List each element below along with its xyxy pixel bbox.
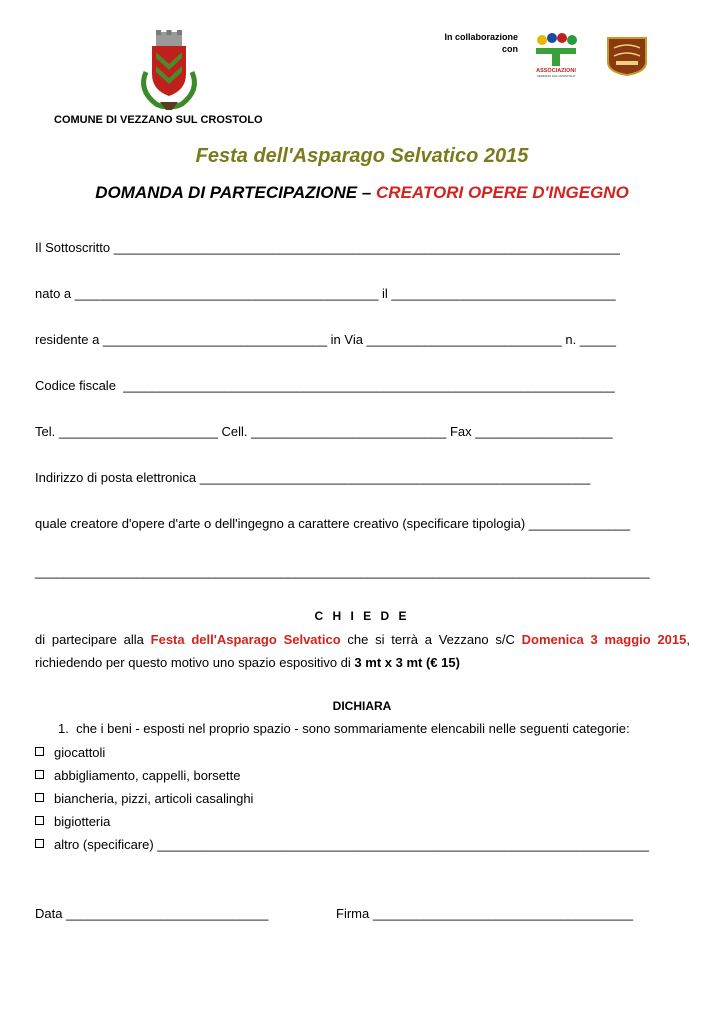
- field-tipologia[interactable]: quale creatore d'opere d'arte o dell'ingegno a carattere creativo (specificare tipologia) ______________: [35, 516, 631, 531]
- field-altro[interactable]: altro (specificare) ____________________________________________________________________: [54, 837, 649, 852]
- subtitle-part1: DOMANDA DI PARTECIPAZIONE: [95, 183, 358, 202]
- category-item: bigiotteria: [35, 814, 110, 829]
- checkbox-giocattoli[interactable]: [35, 747, 44, 756]
- municipal-crest-icon: [132, 28, 206, 112]
- checkbox-bigiotteria[interactable]: [35, 816, 44, 825]
- checkbox-abbigliamento[interactable]: [35, 770, 44, 779]
- category-item: biancheria, pizzi, articoli casalinghi: [35, 791, 253, 806]
- festival-name: Festa dell'Asparago Selvatico: [150, 632, 341, 647]
- chiede-paragraph: di partecipare alla Festa dell'Asparago Selvatico che si terrà a Vezzano s/C Domenica 3 maggio 2015, richiedendo per questo motivo uno spazio espositivo di 3 mt x 3 mt (€ 15): [35, 632, 690, 670]
- checkbox-altro[interactable]: [35, 839, 44, 848]
- document-subtitle: [0, 183, 724, 203]
- collaboration-note: In collaborazione con: [444, 32, 518, 54]
- category-item: abbigliamento, cappelli, borsette: [35, 768, 240, 783]
- field-sottoscritto[interactable]: Il Sottoscritto ______________________________________________________________________: [35, 240, 620, 255]
- checkbox-biancheria[interactable]: [35, 793, 44, 802]
- field-email[interactable]: Indirizzo di posta elettronica ______________________________________________________: [35, 470, 591, 485]
- associazioni-logo-icon: [530, 32, 582, 78]
- field-tel-cell-fax[interactable]: Tel. ______________________ Cell. ___________________________ Fax ___________________: [35, 424, 613, 439]
- dichiara-heading: DICHIARA: [332, 699, 392, 713]
- field-tipologia-continued[interactable]: _____________________________________________________________________________________: [35, 564, 650, 579]
- category-item: [35, 837, 649, 852]
- subtitle-part2: CREATORI OPERE D'INGEGNO: [376, 183, 629, 202]
- field-codice-fiscale[interactable]: Codice fiscale ____________________________________________________________________: [35, 378, 615, 393]
- category-item: giocattoli: [35, 745, 105, 760]
- field-residente[interactable]: residente a _______________________________ in Via ___________________________ n. _____: [35, 332, 616, 347]
- festival-badge-logo-icon: [604, 34, 650, 76]
- municipality-name: COMUNE DI VEZZANO SUL CROSTOLO: [54, 114, 263, 126]
- field-data[interactable]: Data ____________________________: [35, 906, 269, 921]
- field-firma[interactable]: Firma ____________________________________: [336, 906, 634, 921]
- dichiara-point-1: 1. che i beni - esposti nel proprio spazio - sono sommariamente elencabili nelle seguenti categorie:: [58, 721, 630, 736]
- assoc-logo-sublabel: VEZZANO SUL CROSTOLO: [536, 74, 576, 78]
- assoc-logo-label: ASSOCIAZIONI: [536, 68, 576, 74]
- subtitle-dash: –: [357, 183, 377, 202]
- document-title: Festa dell'Asparago Selvatico 2015: [195, 145, 529, 167]
- chiede-heading: C H I E D E: [314, 609, 410, 623]
- field-nato[interactable]: nato a __________________________________________ il _______________________________: [35, 286, 616, 301]
- event-date: Domenica 3 maggio 2015: [521, 632, 687, 647]
- space-price: 3 mt x 3 mt (€ 15): [354, 655, 460, 670]
